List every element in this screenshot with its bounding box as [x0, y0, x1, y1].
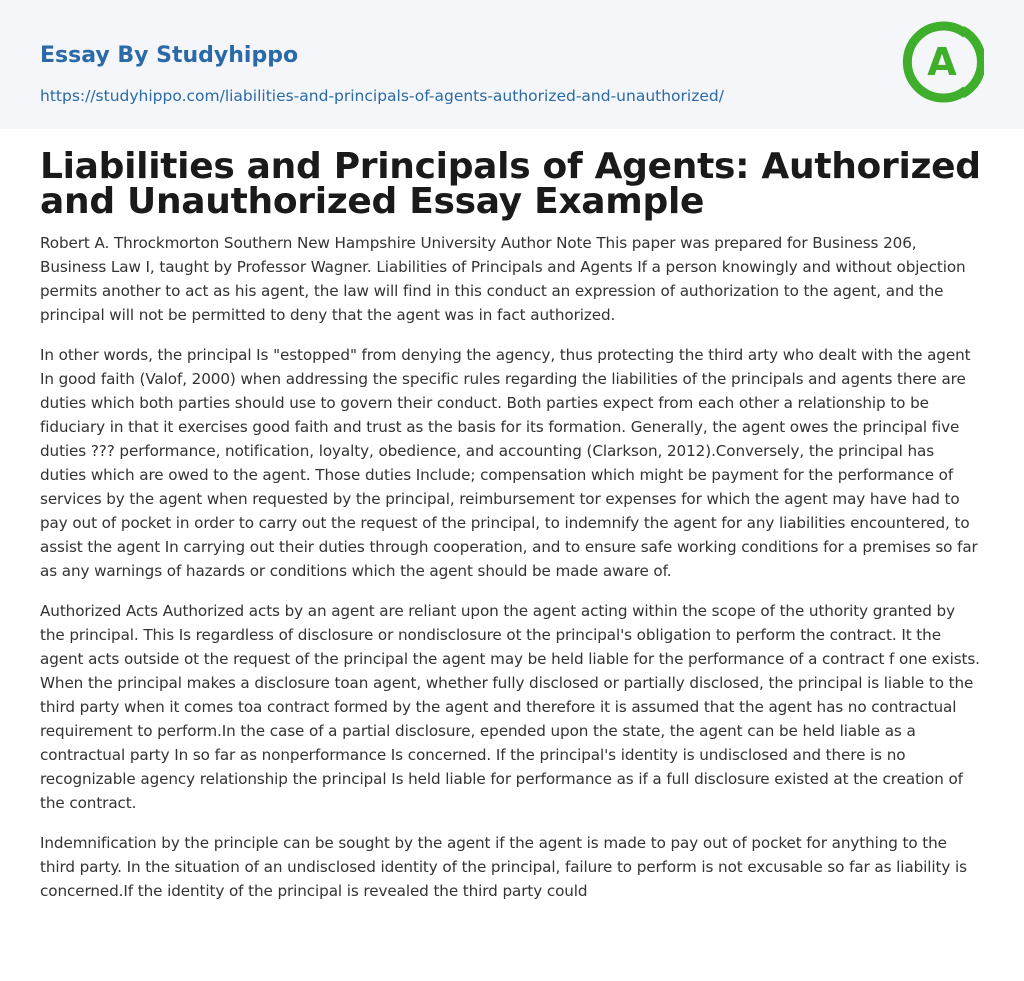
paragraph-3: Authorized Acts Authorized acts by an agent are reliant upon the agent acting within the scope of the uthority granted by the principal. This Is regardless of disclosure or nondisclosure ot the principal's obligation to perform the contract. It the agent acts outside ot the request of the principal the agent may be held liable for the performance of a contract f one exists. When the principal makes a disclosure toan agent, whether fully disclosed or partially disclosed, the principal is liable to the third party when it comes toa contract formed by the agent and therefore it is assumed that the agent has no contractual requirement to perform.In the case of a partial disclosure, epended upon the state, the agent can be held liable as a contractual party In so far as nonperformance Is concerned. If the principal's identity is undisclosed and there is no recognizable agency relationship the principal Is held liable for performance as if a full disclosure existed at the creation of the contract. [40, 602, 980, 812]
paragraph-1: Robert A. Throckmorton Southern New Hampshire University Author Note This paper was prepared for Business 206, Business Law I, taught by Professor Wagner. Liabilities of Principals and Agents If a person knowingly and without objection permits another to act as his agent, the law will find in this conduct an expression of authorization to the agent, and the principal will not be permitted to deny that the agent was in fact authorized. [40, 234, 966, 324]
page-title: Liabilities and Principals of Agents: Authorized and Unauthorized Essay Example [40, 146, 981, 222]
paragraph-2: In other words, the principal Is "estopped" from denying the agency, thus protecting the third arty who dealt with the agent In good faith (Valof, 2000) when addressing the specific rules regarding the liabilities of the principals and agents there are duties which both parties should use to govern their conduct. Both parties expect from each other a relationship to be fiduciary in that it exercises good faith and trust as the basis for its formation. Generally, the agent owes the principal five duties ??? performance, notification, loyalty, obedience, and accounting (Clarkson, 2012).Conversely, the principal has duties which are owed to the agent. Those duties Include; compensation which might be payment for the performance of services by the agent when requested by the principal, reimbursement tor expenses for which the agent may have had to pay out of pocket in order to carry out the request of the principal, to indemnify the agent for any liabilities encountered, to assist the agent In carrying out their duties through cooperation, and to ensure safe working conditions for a premises so far as any warnings of hazards or conditions which the agent should be made aware of. [40, 346, 978, 580]
page-url-link[interactable]: https://studyhippo.com/liabilities-and-principals-of-agents-authorized-and-unauthorized/ [40, 87, 724, 105]
article-body [0, 129, 1024, 903]
site-header [0, 0, 1024, 129]
site-brand[interactable]: Essay By Studyhippo [40, 43, 299, 68]
paragraph-4: Indemnification by the principle can be sought by the agent if the agent is made to pay out of pocket for anything to the third party. In the situation of an undisclosed identity of the principal, failure to perform is not excusable so far as liability is concerned.If the identity of the principal is revealed the third party could [40, 834, 967, 900]
circle-a-logo-icon[interactable] [900, 20, 984, 104]
logo-letter: A [927, 40, 957, 84]
